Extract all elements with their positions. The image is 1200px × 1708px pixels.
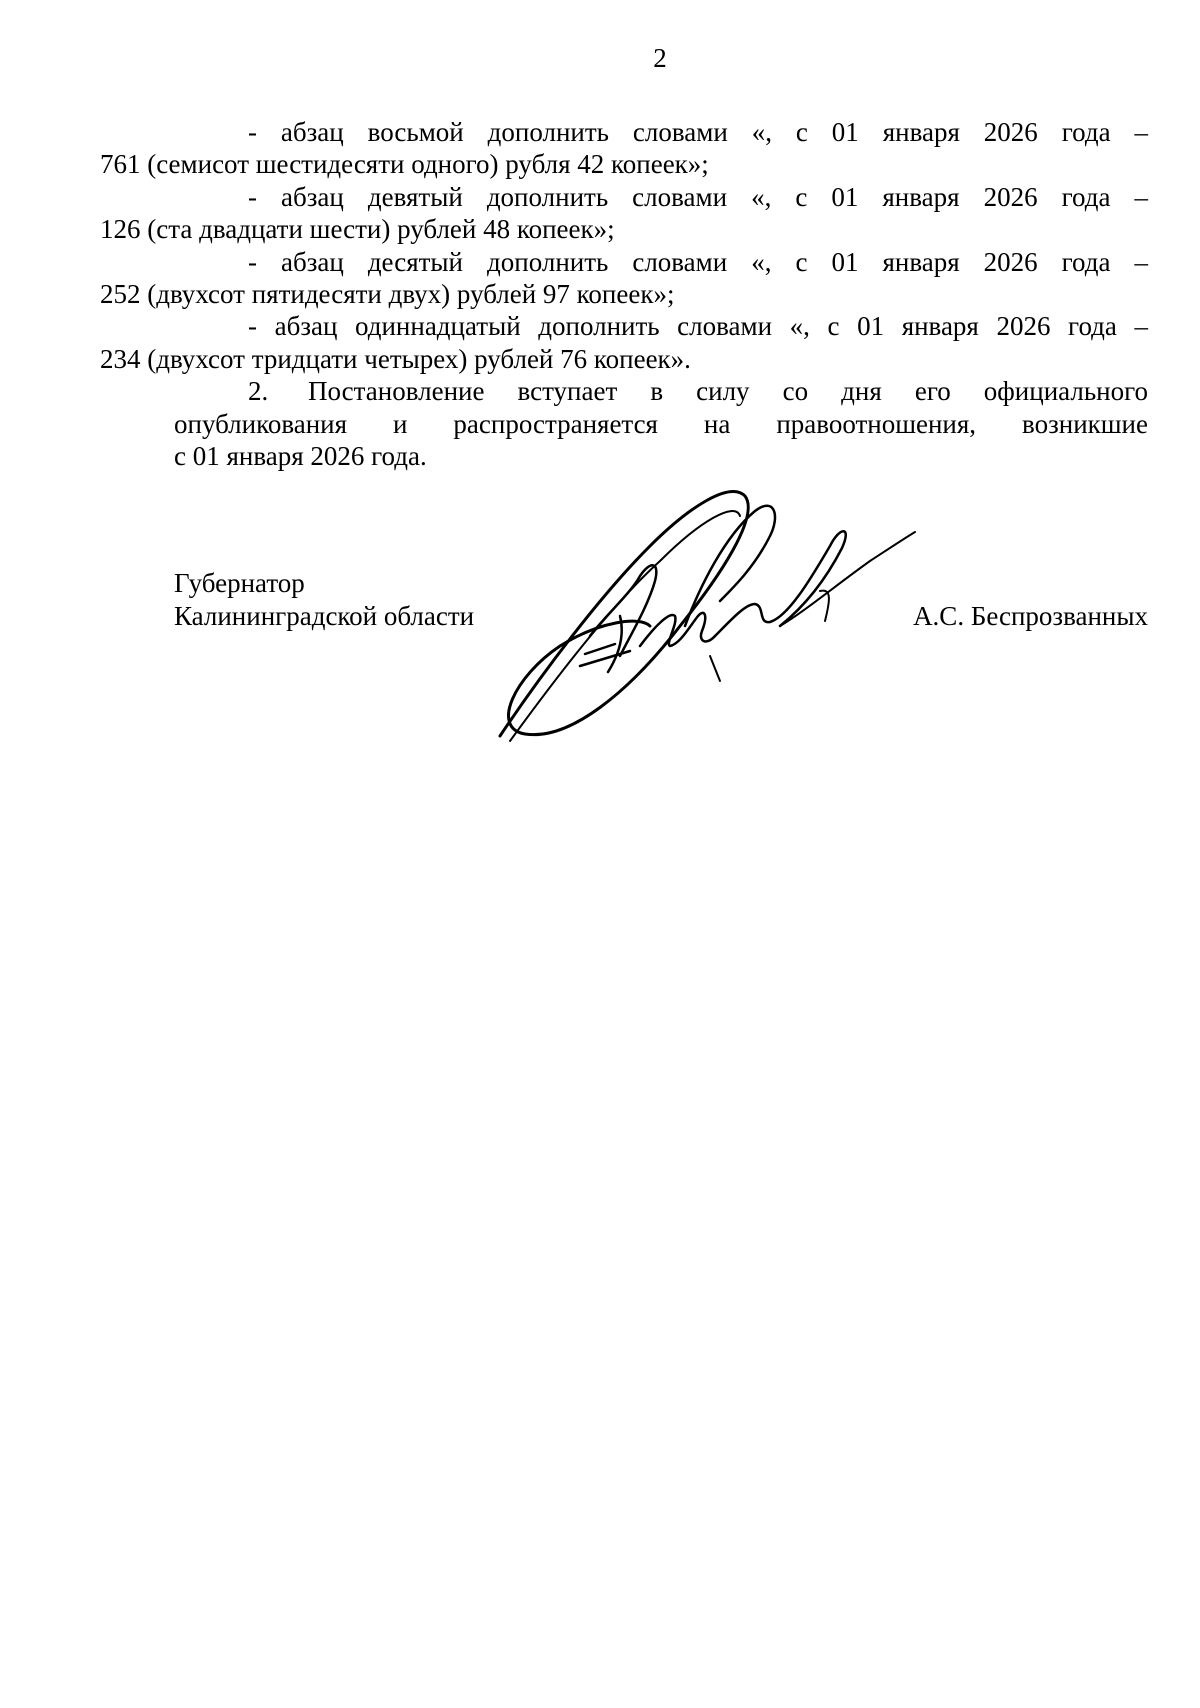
handwritten-signature bbox=[480, 476, 950, 746]
paragraph-8-line1: - абзац восьмой дополнить словами «, с 01 января 2026 года – bbox=[248, 117, 1148, 147]
item-2-number: 2. bbox=[248, 376, 269, 407]
paragraph-11 bbox=[100, 310, 1148, 375]
paragraph-9-line2: 126 (ста двадцати шести) рублей 48 копеек»; bbox=[100, 214, 615, 245]
paragraph-10-line1: - абзац десятый дополнить словами «, с 01 января 2026 года – bbox=[248, 246, 1148, 277]
paragraph-9-line1: - абзац девятый дополнить словами «, с 01 января 2026 года – bbox=[248, 181, 1148, 212]
document-body bbox=[100, 116, 1148, 472]
item-2-line3: с 01 января 2026 года. bbox=[174, 441, 427, 472]
signatory-title bbox=[174, 567, 474, 633]
paragraph-10-line2: 252 (двухсот пятидесяти двух) рублей 97 копеек»; bbox=[100, 279, 675, 310]
item-2 bbox=[174, 375, 1148, 472]
paragraph-8-line2: 761 (семисот шестидесяти одного) рубля 42 копеек»; bbox=[100, 149, 709, 180]
paragraph-8 bbox=[100, 116, 1148, 181]
paragraph-11-line2: 234 (двухсот тридцати четырех) рублей 76 копеек». bbox=[100, 343, 691, 374]
paragraph-10 bbox=[100, 246, 1148, 311]
page-number: 2 bbox=[653, 43, 667, 73]
paragraph-11-line1: - абзац одиннадцатый дополнить словами «, с 01 января 2026 года – bbox=[248, 311, 1148, 342]
signatory-title-line2: Калининградской области bbox=[174, 601, 475, 631]
item-2-line1: Постановление вступает в силу со дня его официального bbox=[308, 376, 1148, 407]
item-2-line2: опубликования и распространяется на правоотношения, возникшие bbox=[174, 408, 1148, 439]
signatory-title-line1: Губернатор bbox=[174, 568, 305, 598]
item-2-first-line bbox=[174, 375, 1148, 407]
signatory-name: А.С. Беспрозванных bbox=[913, 601, 1148, 631]
paragraph-9 bbox=[100, 181, 1148, 246]
